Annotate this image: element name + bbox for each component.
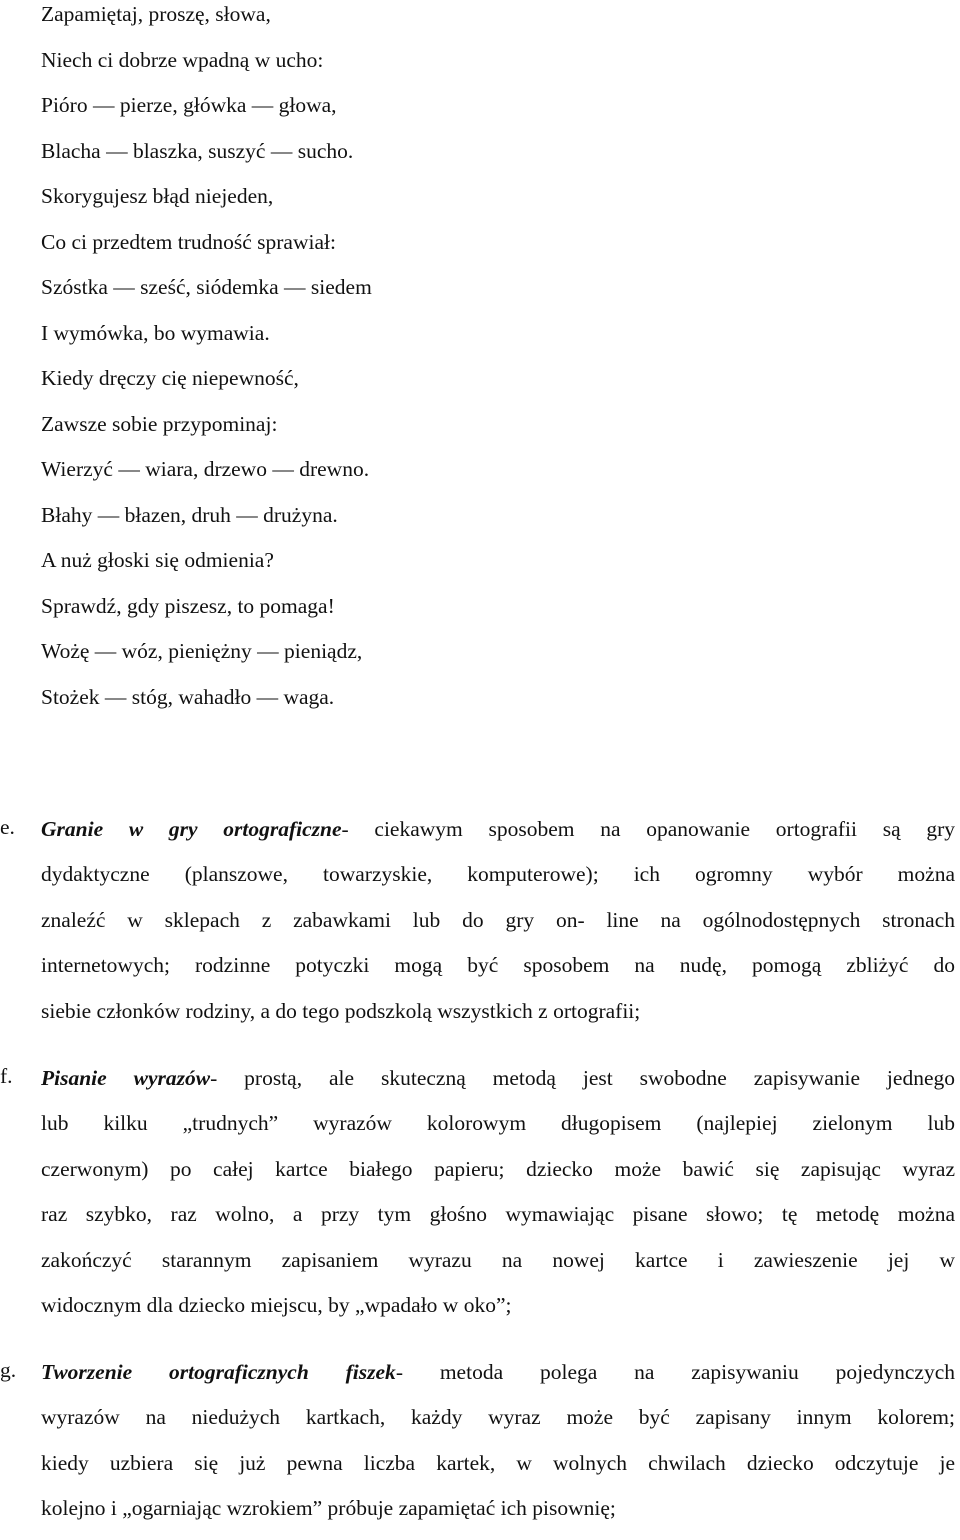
paragraph-line bbox=[41, 1358, 955, 1403]
paragraph-line bbox=[41, 1064, 955, 1109]
poem-line: Pióro — pierze, główka — głowa, bbox=[41, 93, 337, 117]
poem-line: Skorygujesz błąd niejeden, bbox=[41, 184, 274, 208]
poem-line: Co ci przedtem trudność sprawiał: bbox=[41, 229, 336, 254]
list-item-body bbox=[41, 1064, 955, 1336]
paragraph-line: kolejno i „ogarniając wzrokiem” próbuje zapamiętać ich pisownię; bbox=[41, 1496, 616, 1521]
list-item-body bbox=[41, 815, 955, 1042]
poem-line: Zawsze sobie przypominaj: bbox=[41, 411, 278, 436]
paragraph-line: raz szybko, raz wolno, a przy tym głośno wymawiając pisane słowo; tę metodę można bbox=[41, 1202, 955, 1227]
poem-line: I wymówka, bo wymawia. bbox=[41, 320, 270, 345]
item-term: Tworzenie ortograficznych fiszek bbox=[41, 1360, 396, 1384]
poem-line: Niech ci dobrze wpadną w ucho: bbox=[41, 47, 324, 72]
poem-line: Blacha — blaszka, suszyć — sucho. bbox=[41, 138, 354, 163]
paragraph-text: - metoda polega na zapisywaniu pojedynczych bbox=[395, 1360, 956, 1384]
paragraph-line: czerwonym) po całej kartce białego papieru; dziecko może bawić się zapisując wyraz bbox=[41, 1156, 955, 1181]
list-marker: g. bbox=[0, 1358, 17, 1382]
paragraph-line bbox=[41, 815, 955, 860]
item-term: Granie w gry ortograficzne bbox=[41, 817, 342, 841]
paragraph-line: kiedy uzbiera się już pewna liczba kartek, w wolnych chwilach dziecko odczytuje je bbox=[41, 1450, 955, 1475]
paragraph-line: internetowych; rodzinne potyczki mogą być sposobem na nudę, pomogą zbliżyć do bbox=[41, 953, 955, 978]
poem-line: Błahy — błazen, druh — drużyna. bbox=[41, 502, 338, 527]
list-item-body bbox=[41, 1358, 955, 1540]
list-marker: f. bbox=[0, 1064, 13, 1088]
poem-line: Szóstka — sześć, siódemka — siedem bbox=[41, 275, 372, 299]
poem-line: Zapamiętaj, proszę, słowa, bbox=[41, 2, 271, 26]
item-term: Pisanie wyrazów bbox=[41, 1066, 211, 1090]
list-marker: e. bbox=[0, 815, 15, 839]
paragraph-line: lub kilku „trudnych” wyrazów kolorowym długopisem (najlepiej zielonym lub bbox=[41, 1111, 955, 1136]
paragraph-line: wyrazów na niedużych kartkach, każdy wyraz może być zapisany innym kolorem; bbox=[41, 1405, 955, 1430]
poem-line: Wierzyć — wiara, drzewo — drewno. bbox=[41, 457, 370, 481]
paragraph-line: widocznym dla dziecko miejscu, by „wpadało w oko”; bbox=[41, 1292, 512, 1317]
poem-line: Sprawdź, gdy piszesz, to pomaga! bbox=[41, 593, 335, 618]
poem-line: Wożę — wóz, pieniężny — pieniądz, bbox=[41, 639, 363, 663]
paragraph-line: siebie członków rodziny, a do tego podszkolą wszystkich z ortografii; bbox=[41, 998, 641, 1023]
poem-line: A nuż głoski się odmienia? bbox=[41, 548, 274, 572]
poem-line: Stożek — stóg, wahadło — waga. bbox=[41, 684, 335, 709]
paragraph-text: - ciekawym sposobem na opanowanie ortografii są gry bbox=[341, 817, 955, 841]
paragraph-line: znaleźć w sklepach z zabawkami lub do gry on- line na ogólnodostępnych stronach bbox=[41, 907, 955, 932]
paragraph-line: dydaktyczne (planszowe, towarzyskie, komputerowe); ich ogromny wybór można bbox=[41, 862, 955, 887]
paragraph-text: - prostą, ale skuteczną metodą jest swobodne zapisywanie jednego bbox=[210, 1066, 955, 1090]
paragraph-line: zakończyć starannym zapisaniem wyrazu na nowej kartce i zawieszenie jej w bbox=[41, 1247, 955, 1272]
poem-line: Kiedy dręczy cię niepewność, bbox=[41, 366, 299, 390]
